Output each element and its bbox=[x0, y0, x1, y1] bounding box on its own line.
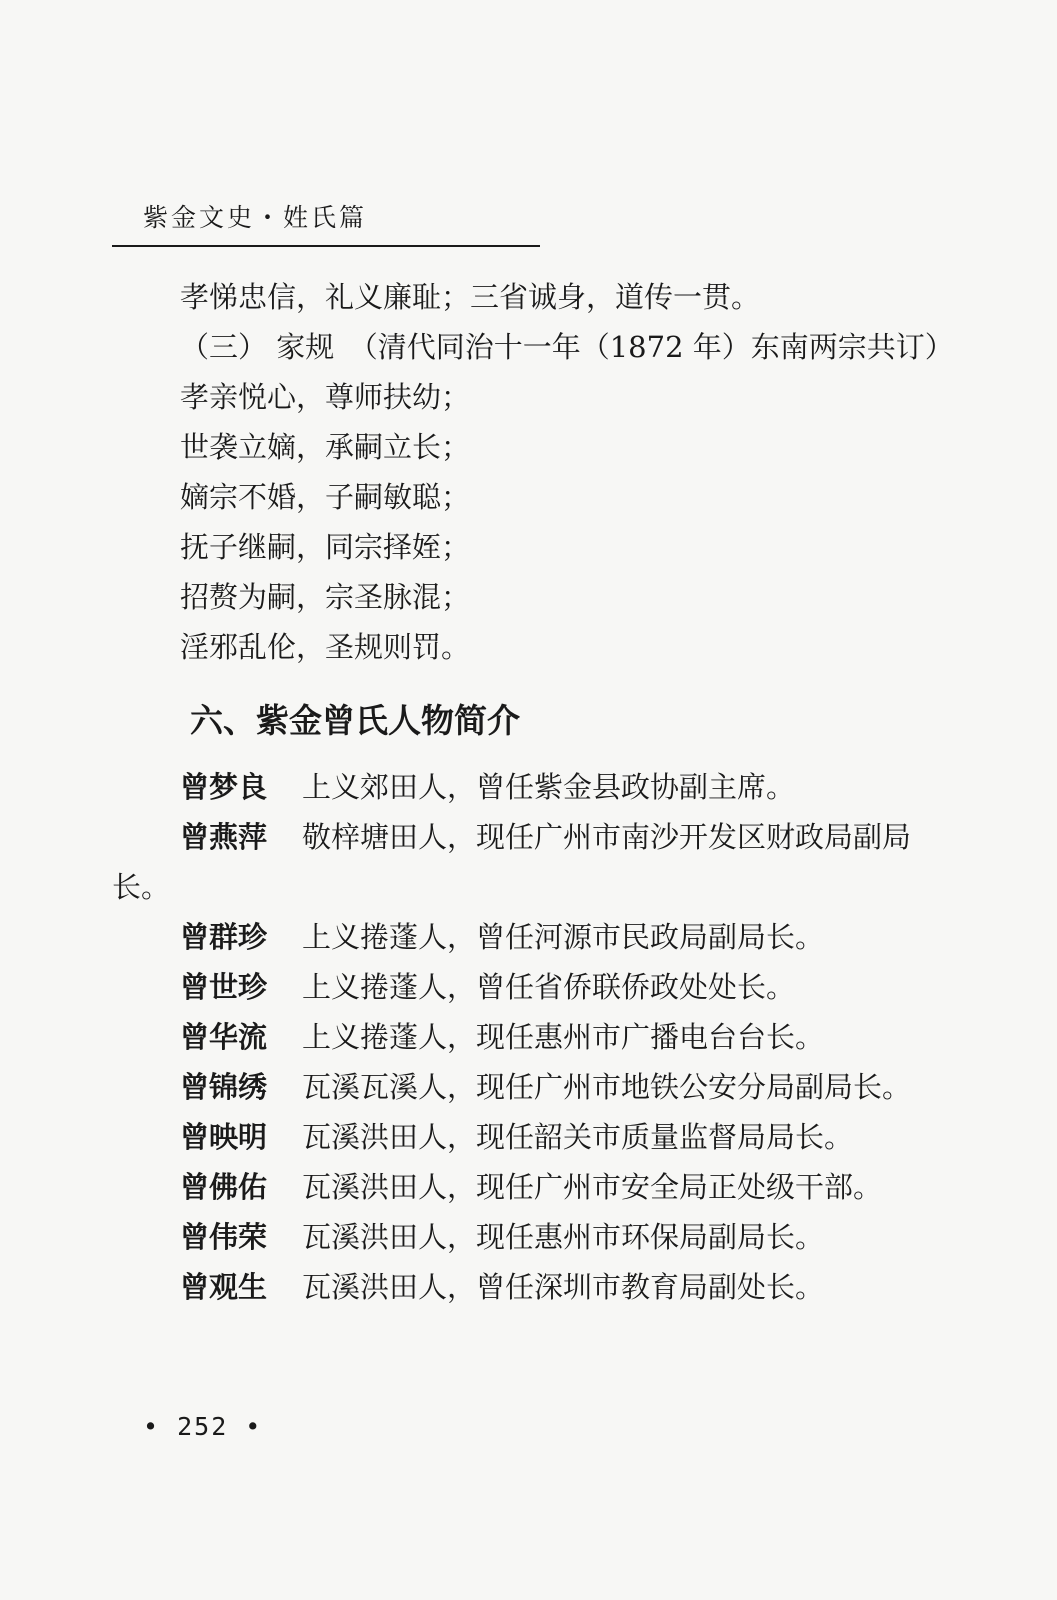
running-head: 紫金文史・姓氏篇 bbox=[143, 203, 368, 232]
person-entry bbox=[112, 1062, 952, 1112]
person-description: 上义捲蓬人，曾任河源市民政局副局长。 bbox=[302, 920, 825, 954]
family-rule-line: 淫邪乱伦，圣规则罚。 bbox=[180, 630, 471, 664]
family-rule-line: 嫡宗不婚，子嗣敏聪； bbox=[180, 480, 471, 514]
person-entry bbox=[112, 1262, 952, 1312]
family-rule-line: 世袭立嫡，承嗣立长； bbox=[180, 430, 471, 464]
family-rules-list bbox=[112, 372, 952, 672]
family-rule-line: 孝亲悦心，尊师扶幼； bbox=[180, 380, 471, 414]
person-entry bbox=[112, 762, 952, 812]
person-description: 上义郊田人，曾任紫金县政协副主席。 bbox=[302, 770, 796, 804]
person-entry bbox=[112, 912, 952, 962]
person-name: 曾华流 bbox=[180, 1020, 268, 1054]
page-number: • 252 • bbox=[143, 1412, 263, 1441]
person-entry bbox=[112, 812, 952, 912]
person-entry bbox=[112, 1012, 952, 1062]
section-3-title: （三） 家规 （清代同治十一年（1872 年）东南两宗共订） bbox=[180, 330, 954, 364]
person-name: 曾伟荣 bbox=[180, 1220, 268, 1254]
person-description: 敬梓塘田人，现任广州市南沙开发区财政局副局长。 bbox=[112, 820, 912, 904]
person-entry bbox=[112, 1162, 952, 1212]
person-description: 上义捲蓬人，现任惠州市广播电台台长。 bbox=[302, 1020, 825, 1054]
people-list bbox=[112, 762, 952, 1312]
person-description: 瓦溪洪田人，现任广州市安全局正处级干部。 bbox=[302, 1170, 883, 1204]
motto-line: 孝悌忠信，礼义廉耻；三省诚身，道传一贯。 bbox=[180, 280, 761, 314]
person-description: 瓦溪瓦溪人，现任广州市地铁公安分局副局长。 bbox=[302, 1070, 912, 1104]
section-6-heading: 六、紫金曾氏人物简介 bbox=[190, 701, 520, 740]
person-name: 曾群珍 bbox=[180, 920, 268, 954]
header-rule bbox=[112, 245, 540, 247]
person-name: 曾观生 bbox=[180, 1270, 268, 1304]
person-entry bbox=[112, 1212, 952, 1262]
family-rule-line: 抚子继嗣，同宗择姪； bbox=[180, 530, 471, 564]
person-description: 瓦溪洪田人，曾任深圳市教育局副处长。 bbox=[302, 1270, 825, 1304]
person-entry bbox=[112, 962, 952, 1012]
person-description: 瓦溪洪田人，现任韶关市质量监督局局长。 bbox=[302, 1120, 854, 1154]
person-entry bbox=[112, 1112, 952, 1162]
person-name: 曾锦绣 bbox=[180, 1070, 268, 1104]
person-name: 曾梦良 bbox=[180, 770, 268, 804]
person-name: 曾燕萍 bbox=[180, 820, 268, 854]
family-rule-line: 招赘为嗣，宗圣脉混； bbox=[180, 580, 471, 614]
person-description: 瓦溪洪田人，现任惠州市环保局副局长。 bbox=[302, 1220, 825, 1254]
person-name: 曾佛佑 bbox=[180, 1170, 268, 1204]
person-name: 曾映明 bbox=[180, 1120, 268, 1154]
person-description: 上义捲蓬人，曾任省侨联侨政处处长。 bbox=[302, 970, 796, 1004]
person-name: 曾世珍 bbox=[180, 970, 268, 1004]
body-text bbox=[112, 272, 952, 1312]
